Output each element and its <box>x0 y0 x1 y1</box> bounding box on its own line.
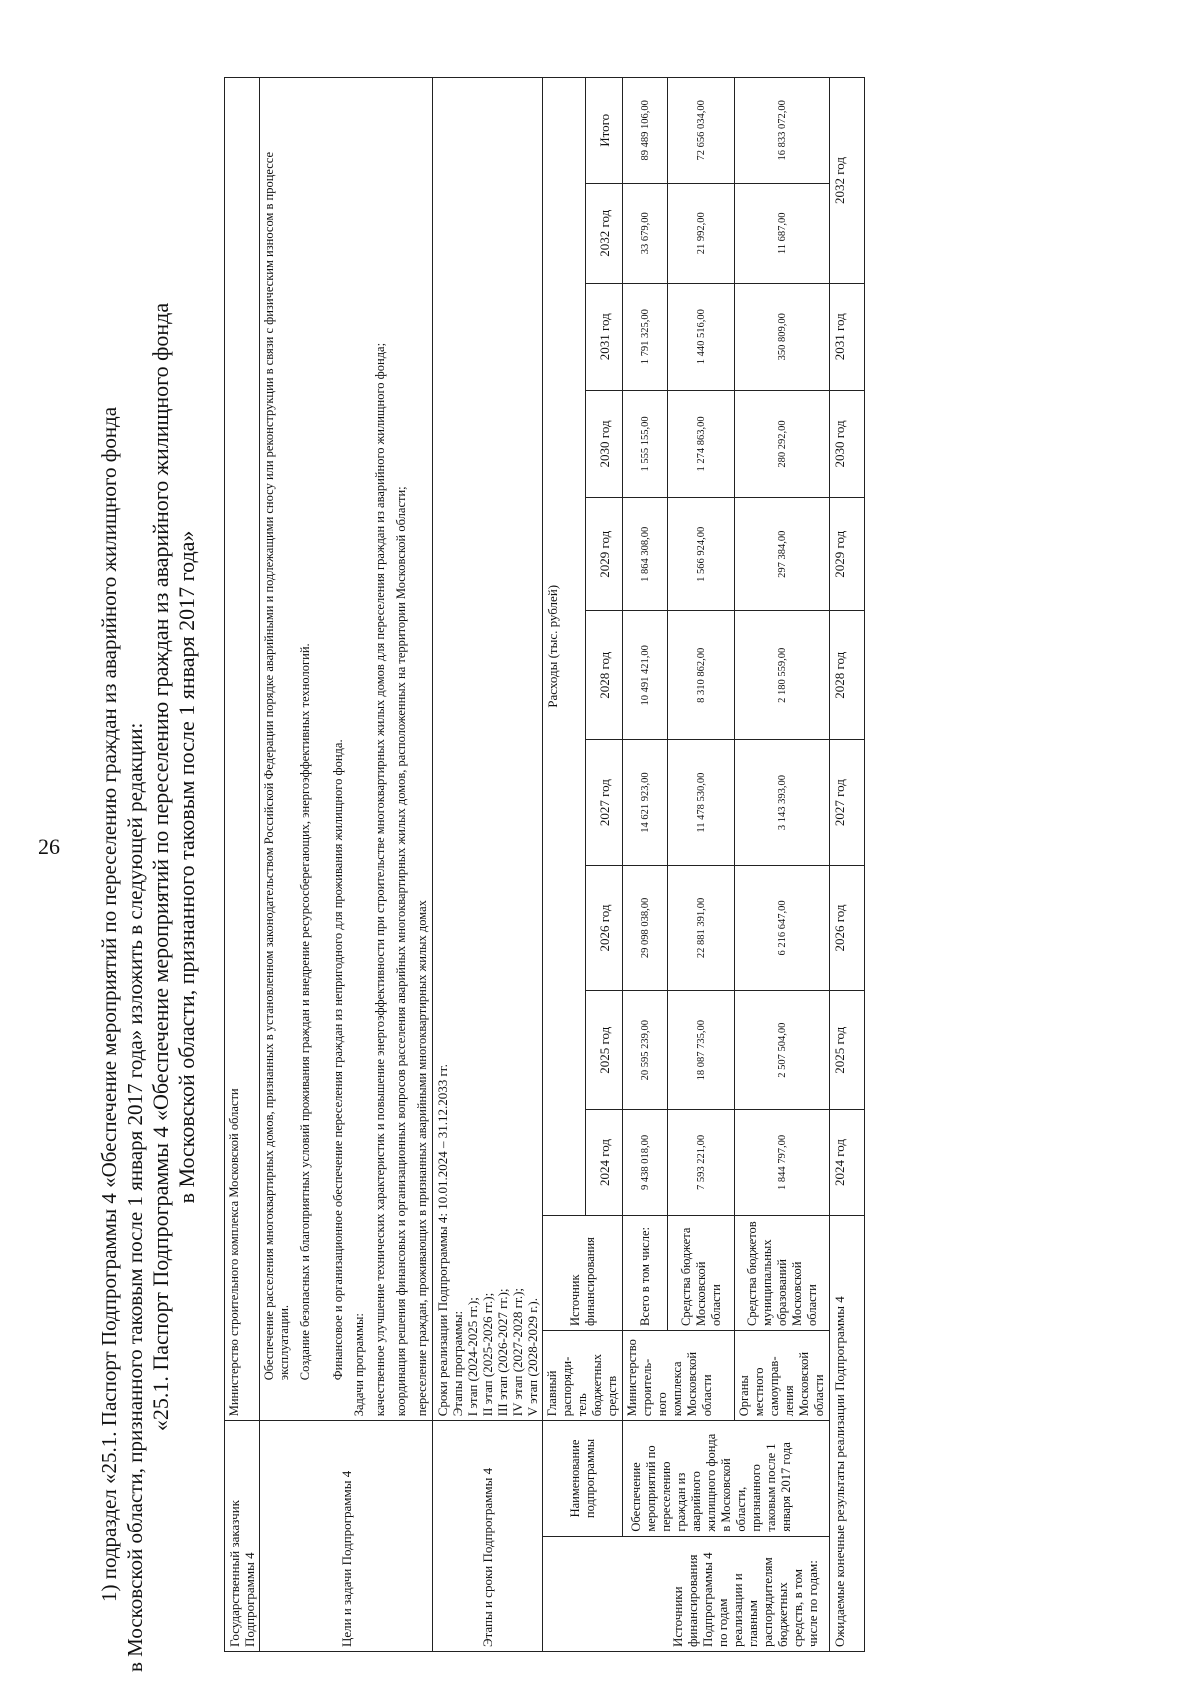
col-source: Источник финансирования <box>543 1215 623 1330</box>
result-year: 2030 год <box>830 390 865 498</box>
year-header: 2028 год <box>586 611 623 740</box>
result-year: 2029 год <box>830 498 865 611</box>
value-cell: 7 593 221,00 <box>668 1110 735 1215</box>
value-cell: 72 656 034,00 <box>668 78 735 184</box>
goals-content <box>260 78 433 1421</box>
stage-line: Этапы программы: <box>450 1310 465 1417</box>
value-cell: 2 180 559,00 <box>735 611 830 740</box>
year-header: Итого <box>586 78 623 184</box>
stage-line: V этап (2028-2029 г.). <box>525 1298 540 1417</box>
value-cell: 1 274 863,00 <box>668 390 735 498</box>
heading-line-3: «25.1. Паспорт Подпрограммы 4 «Обеспечение мероприятий по переселению граждан из аварийного жилищного фонда <box>148 302 173 1432</box>
finance-header-row <box>543 78 586 1652</box>
value-cell: 33 679,00 <box>623 183 668 283</box>
year-header: 2029 год <box>586 498 623 611</box>
result-year: 2031 год <box>830 283 865 390</box>
value-cell: 1 844 797,00 <box>735 1110 830 1215</box>
result-year: 2026 год <box>830 865 865 990</box>
value-cell: 10 491 421,00 <box>623 611 668 740</box>
value-cell: 1 555 155,00 <box>623 390 668 498</box>
year-header: 2026 год <box>586 865 623 990</box>
customer-value: Министерство строительного комплекса Московской области <box>225 78 260 1421</box>
source-total: Всего в том числе: <box>623 1215 668 1330</box>
section-heading <box>96 62 200 1672</box>
value-cell: 11 687,00 <box>735 183 830 283</box>
result-year: 2024 год <box>830 1110 865 1215</box>
goal-item: Обеспечение расселения многоквартирных домов, признанных в установленном законодательством Российской Федерации порядке аварийными и подлежащими сносу или реконструкции в связи с физическим износом в процессе эксплуатации. <box>262 151 291 1381</box>
col-expenses: Расходы (тыс. рублей) <box>543 78 586 1216</box>
value-cell: 297 384,00 <box>735 498 830 611</box>
result-year: 2028 год <box>830 611 865 740</box>
year-header: 2024 год <box>586 1110 623 1215</box>
value-cell: 1 566 924,00 <box>668 498 735 611</box>
goal-item: Финансовое и организационное обеспечение переселения граждан из непригодного для проживания жилищного фонда. <box>331 739 345 1381</box>
year-header: 2030 год <box>586 390 623 498</box>
result-year: 2027 год <box>830 740 865 865</box>
value-cell: 1 864 308,00 <box>623 498 668 611</box>
value-cell: 350 809,00 <box>735 283 830 390</box>
result-year: 2025 год <box>830 991 865 1110</box>
results-label: Ожидаемые конечные результаты реализации Подпрограммы 4 <box>830 1215 865 1651</box>
heading-line-2: в Московской области, признанного таковым после 1 января 2017 года» изложить в следующей редакции: <box>123 722 147 1672</box>
value-cell: 2 507 504,00 <box>735 991 830 1110</box>
year-header: 2031 год <box>586 283 623 390</box>
goal-item: Задачи программы: <box>352 1313 366 1417</box>
value-cell: 18 087 735,00 <box>668 991 735 1110</box>
value-cell: 280 292,00 <box>735 390 830 498</box>
value-cell: 11 478 530,00 <box>668 740 735 865</box>
year-header: 2025 год <box>586 991 623 1110</box>
col-manager: Главный распоряди-тель бюджетных средств <box>543 1330 623 1420</box>
finance-row-municipal <box>735 78 830 1652</box>
value-cell: 21 992,00 <box>668 183 735 283</box>
value-cell: 89 489 106,00 <box>623 78 668 184</box>
heading-line-4: в Московской области, признанного таковым после 1 января 2017 года» <box>174 530 199 1204</box>
heading-line-1: 1) подраздел «25.1. Паспорт Подпрограммы 4 «Обеспечение мероприятий по переселению граждан из аварийного жилищного фонда <box>97 406 121 1602</box>
goal-item: координация решения финансовых и организационных вопросов расселения аварийных многоквартирных жилых домов, расположенных на территории Московской области; <box>394 486 408 1417</box>
subprogram-name: Обеспечение мероприятий по переселению граждан из аварийного жилищного фонда в Московской области, признанного таковым после 1 января 2017 года <box>623 1421 830 1536</box>
page-number: 26 <box>38 834 60 859</box>
passport-table <box>224 77 865 1652</box>
result-year: 2032 год <box>830 78 865 284</box>
value-cell: 1 791 325,00 <box>623 283 668 390</box>
stages-content <box>433 78 543 1421</box>
value-cell: 3 143 393,00 <box>735 740 830 865</box>
goal-item: Создание безопасных и благоприятных условий проживания граждан и внедрение ресурсосберегающих, энергоэффективных технологий. <box>298 643 312 1381</box>
customer-row <box>225 78 260 1652</box>
goal-item: качественное улучшение технических характеристик и повышение энергоэффективности при строительстве многоквартирных жилых домов для переселения граждан из аварийного жилищного фонда; <box>373 342 387 1417</box>
finance-label: Источники финансирования Подпрограммы 4 по годам реализации и главным распорядителям бюджетных средств, в том числе по годам: <box>543 1536 830 1651</box>
stage-line: I этап (2024-2025 гг.); <box>465 1297 480 1417</box>
stages-row <box>433 78 543 1652</box>
value-cell: 16 833 072,00 <box>735 78 830 184</box>
source-regional: Средства бюджета Московской области <box>668 1215 735 1330</box>
manager-ministry: Министерство строитель-ного комплекса Московской области <box>623 1330 735 1420</box>
manager-local-government: Органы местного самоуправ-ления Московской области <box>735 1330 830 1420</box>
year-header: 2032 год <box>586 183 623 283</box>
value-cell: 20 595 239,00 <box>623 991 668 1110</box>
stage-line: Сроки реализации Подпрограммы 4: 10.01.2024 – 31.12.2033 гг. <box>435 1064 450 1417</box>
goal-item: переселение граждан, проживающих в признанных аварийными многоквартирных жилых домах <box>415 900 429 1417</box>
stage-line: III этап (2026-2027 гг.); <box>495 1288 510 1417</box>
value-cell: 1 440 516,00 <box>668 283 735 390</box>
col-subprogram-name: Наименование подпрограммы <box>543 1421 623 1536</box>
stage-line: II этап (2025-2026 гг.); <box>480 1292 495 1417</box>
customer-label: Государственный заказчик Подпрограммы 4 <box>225 1421 260 1652</box>
finance-row-total <box>623 78 668 1652</box>
value-cell: 22 881 391,00 <box>668 865 735 990</box>
year-header: 2027 год <box>586 740 623 865</box>
value-cell: 8 310 862,00 <box>668 611 735 740</box>
value-cell: 29 098 038,00 <box>623 865 668 990</box>
stage-line: IV этап (2027-2028 гг.); <box>510 1287 525 1417</box>
value-cell: 9 438 018,00 <box>623 1110 668 1215</box>
goals-label: Цели и задачи Подпрограммы 4 <box>260 1421 433 1652</box>
rotated-page-content <box>96 52 1176 1672</box>
goals-row <box>260 78 433 1652</box>
stages-label: Этапы и сроки Подпрограммы 4 <box>433 1421 543 1652</box>
value-cell: 14 621 923,00 <box>623 740 668 865</box>
source-municipal: Средства бюджетов муниципальных образований Московской области <box>735 1215 830 1330</box>
results-row <box>830 78 865 1652</box>
value-cell: 6 216 647,00 <box>735 865 830 990</box>
